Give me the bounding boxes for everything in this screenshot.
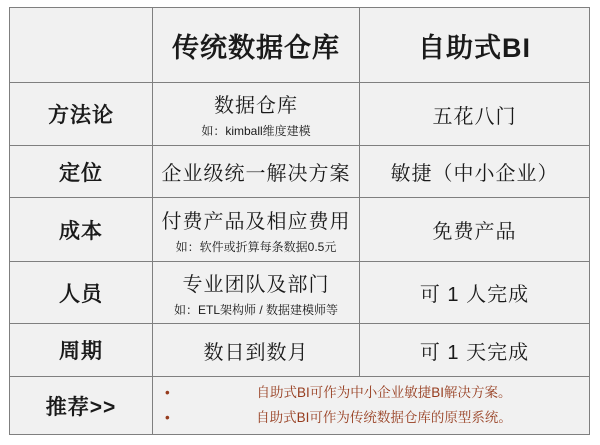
recommendation-cell (153, 377, 590, 435)
recommendation-bullet-1: • 自助式BI可作为中小企业敏捷BI解决方案。 (157, 381, 585, 406)
recommendation-list (157, 381, 585, 431)
header-corner-cell (10, 8, 153, 83)
header-row (10, 8, 590, 83)
traditional-methodology-note: 如：kimball维度建模 (201, 124, 311, 138)
recommendation-bullet-2: • 自助式BI可作为传统数据仓库的原型系统。 (157, 406, 585, 431)
traditional-personnel-cell (153, 262, 360, 324)
selfservice-cost-value: 免费产品 (360, 198, 590, 262)
table-row-methodology (10, 83, 590, 146)
traditional-cycle-value: 数日到数月 (153, 324, 360, 377)
row-label-cycle: 周期 (10, 324, 153, 377)
row-label-personnel: 人员 (10, 262, 153, 324)
table-row-cost (10, 198, 590, 262)
table-row-personnel (10, 262, 590, 324)
table-row-cycle (10, 324, 590, 377)
row-label-positioning: 定位 (10, 146, 153, 198)
table-row-positioning (10, 146, 590, 198)
header-traditional-dw: 传统数据仓库 (153, 8, 360, 83)
traditional-cost-note: 如：软件或折算每条数据0.5元 (175, 239, 337, 254)
header-selfservice-bi: 自助式BI (360, 8, 590, 83)
selfservice-personnel-value: 可 1 人完成 (360, 262, 590, 324)
row-label-methodology: 方法论 (10, 83, 153, 146)
traditional-cost-value: 付费产品及相应费用 (161, 210, 351, 233)
traditional-personnel-value: 专业团队及部门 (182, 273, 330, 296)
row-label-recommendation: 推荐>> (10, 377, 153, 435)
selfservice-positioning-value: 敏捷（中小企业） (360, 146, 590, 198)
traditional-positioning-value: 企业级统一解决方案 (153, 146, 360, 198)
selfservice-methodology-value: 五花八门 (360, 83, 590, 146)
traditional-methodology-cell (153, 83, 360, 146)
traditional-personnel-note: 如：ETL架构师 / 数据建模师等 (173, 302, 338, 317)
table-row-recommendation (10, 377, 590, 435)
row-label-cost: 成本 (10, 198, 153, 262)
traditional-methodology-value: 数据仓库 (214, 95, 298, 117)
traditional-cost-cell (153, 198, 360, 262)
comparison-table (9, 7, 590, 435)
selfservice-cycle-value: 可 1 天完成 (360, 324, 590, 377)
